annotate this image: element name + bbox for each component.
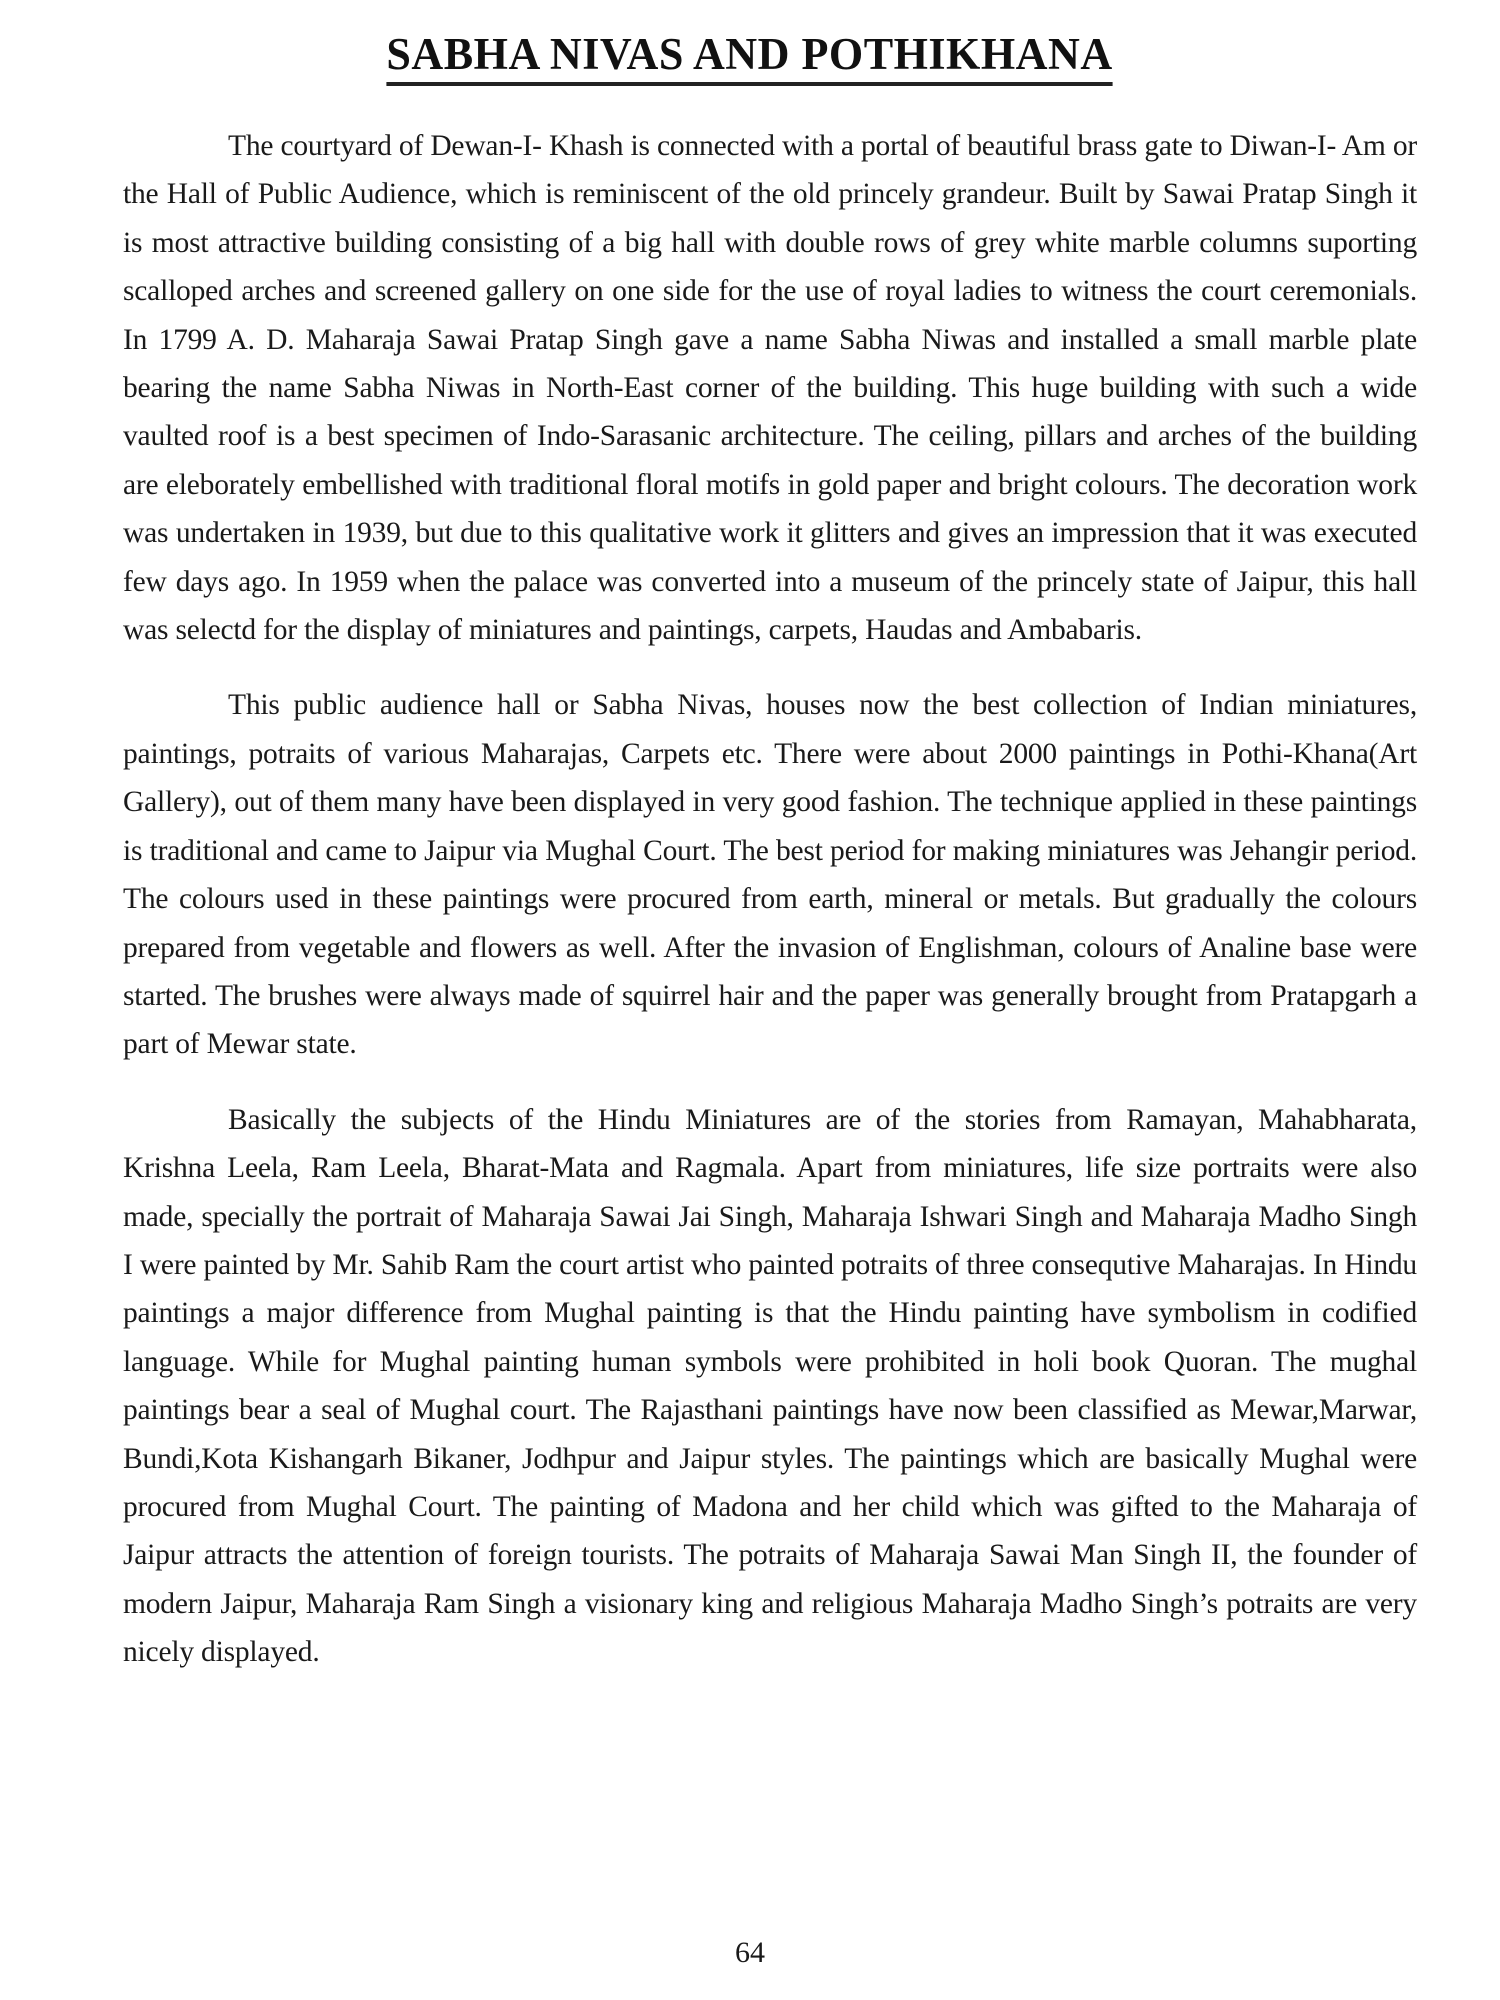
paragraph-hindu-miniatures: Basically the subjects of the Hindu Miniatures are of the stories from Ramayan, Mahabharata, Krishna Leela, Ram Leela, Bharat-Mata and Ragmala. Apart from miniatures, life size portraits were also made, specially the portrait of Maharaja Sawai Jai Singh, Maharaja Ishwari Singh and Maharaja Madho Singh I were painted by Mr. Sahib Ram the court artist who painted potraits of three consequtive Maharajas. In Hindu paintings a major difference from Mughal painting is that the Hindu painting have symbolism in codified language. While for Mughal painting human symbols were prohibited in holi book Quoran. The mughal paintings bear a seal of Mughal court. The Rajasthani paintings have now been classified as Mewar,Marwar, Bundi,Kota Kishangarh Bikaner, Jodhpur and Jaipur styles. The paintings which are basically Mughal were procured from Mughal Court. The painting of Madona and her child which was gifted to the Maharaja of Jaipur attracts the attention of foreign tourists. The potraits of Maharaja Sawai Man Singh II, the founder of modern Jaipur, Maharaja Ram Singh a visionary king and religious Maharaja Madho Singh’s potraits are very nicely displayed.	[123, 1103, 1417, 1669]
title-container	[0, 30, 1500, 86]
page-number: 64	[735, 1936, 765, 1969]
body-text	[123, 122, 1417, 1701]
page-title: SABHA NIVAS AND POTHIKHANA	[387, 30, 1113, 86]
paragraph-pothikhana-collection: This public audience hall or Sabha Nivas, houses now the best collection of Indian miniatures, paintings, potraits of various Maharajas, Carpets etc. There were about 2000 paintings in Pothi-Khana(Art Gallery), out of them many have been displayed in very good fashion. The technique applied in these paintings is traditional and came to Jaipur via Mughal Court. The best period for making miniatures was Jehangir period. The colours used in these paintings were procured from earth, mineral or metals. But gradually the colours prepared from vegetable and flowers as well. After the invasion of Englishman, colours of Analine base were started. The brushes were always made of squirrel hair and the paper was generally brought from Pratapgarh a part of Mewar state.	[123, 689, 1417, 1061]
paragraph-sabha-nivas-history: The courtyard of Dewan-I- Khash is connected with a portal of beautiful brass gate to Diwan-I- Am or the Hall of Public Audience, which is reminiscent of the old princely grandeur. Built by Sawai Pratap Singh it is most attractive building consisting of a big hall with double rows of grey white marble columns suporting scalloped arches and screened gallery on one side for the use of royal ladies to witness the court ceremonials. In 1799 A. D. Maharaja Sawai Pratap Singh gave a name Sabha Niwas and installed a small marble plate bearing the name Sabha Niwas in North-East corner of the building. This huge building with such a wide vaulted roof is a best specimen of Indo-Sarasanic architecture. The ceiling, pillars and arches of the building are eleborately embellished with traditional floral motifs in gold paper and bright colours. The decoration work was undertaken in 1939, but due to this qualitative work it glitters and gives an impression that it was executed few days ago. In 1959 when the palace was converted into a museum of the princely state of Jaipur, this hall was selectd for the display of miniatures and paintings, carpets, Haudas and Ambabaris.	[123, 130, 1417, 647]
